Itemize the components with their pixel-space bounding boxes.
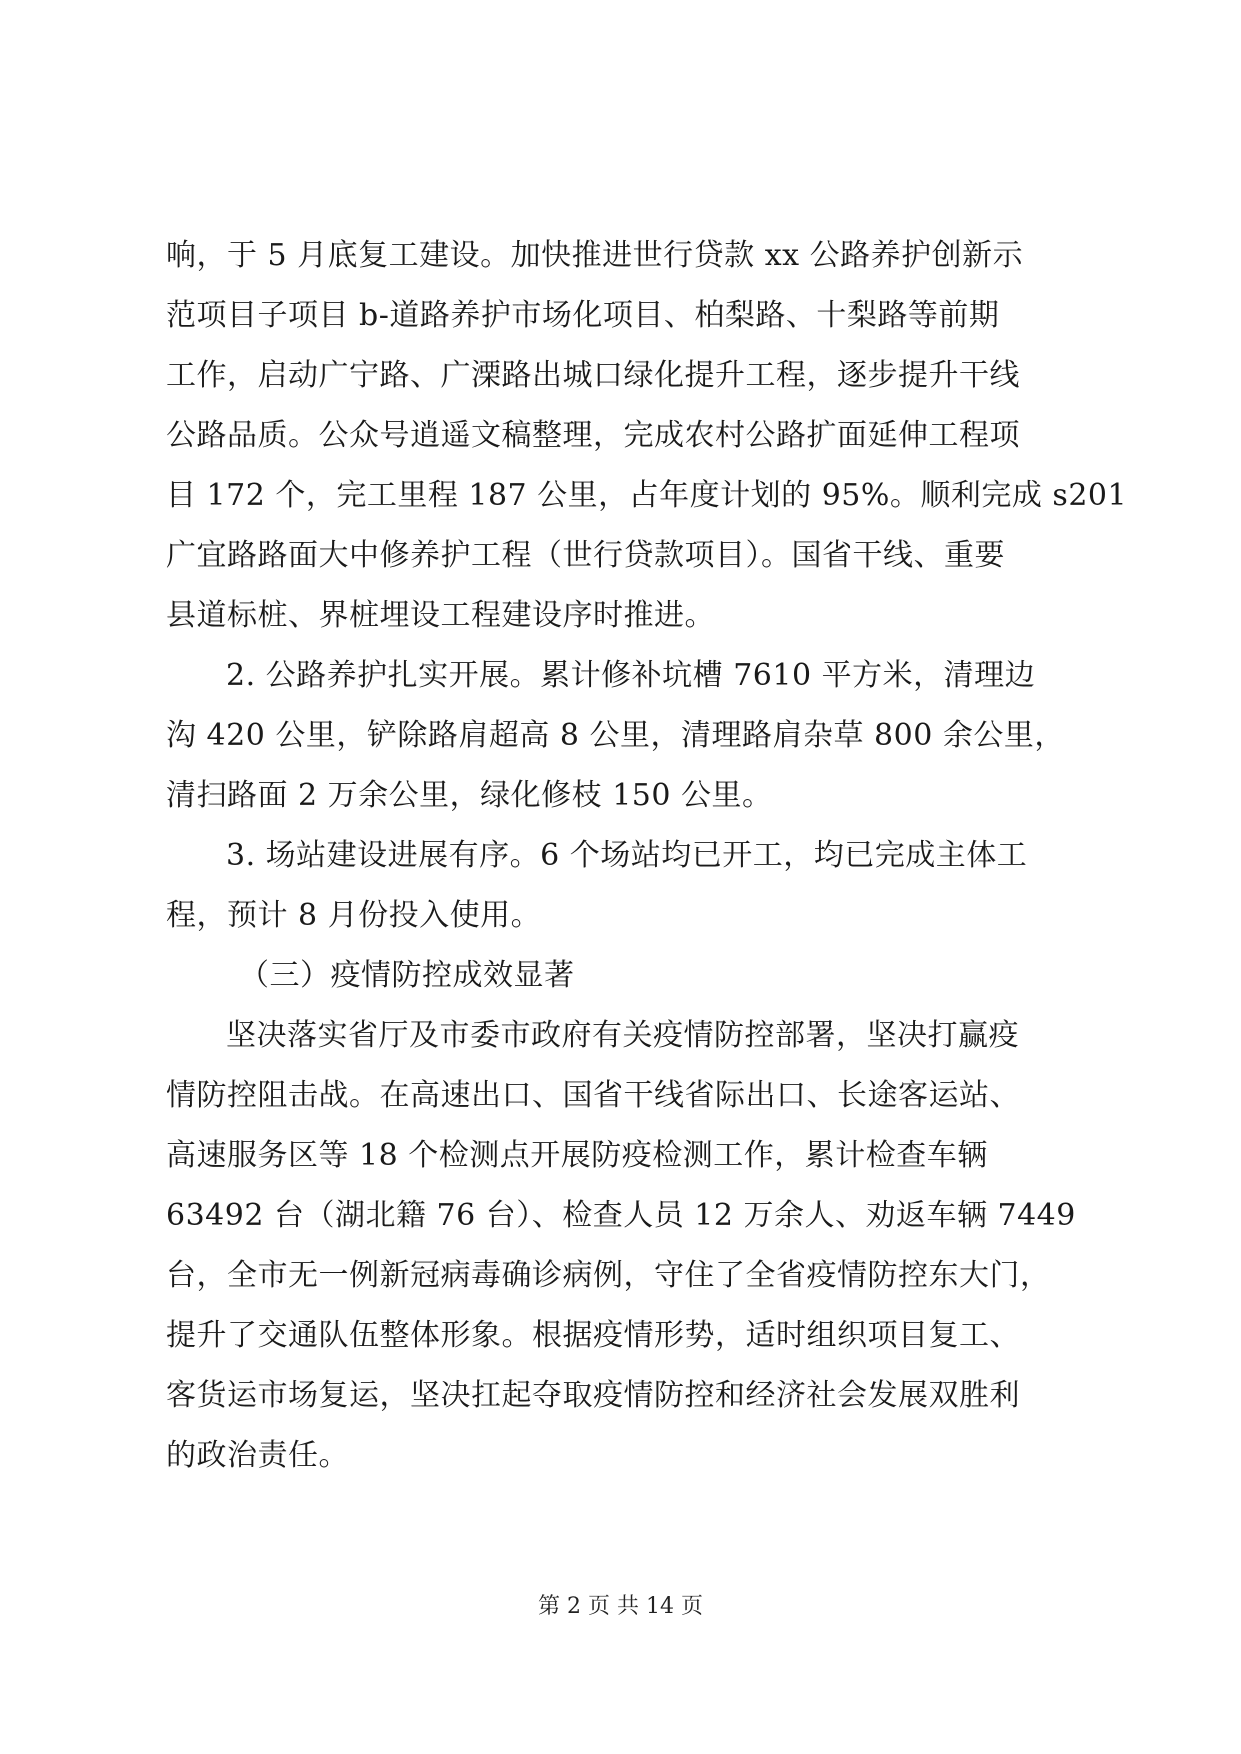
paragraph-line: 63492 台（湖北籍 76 台）、检查人员 12 万余人、劝返车辆 7449 xyxy=(166,1198,1076,1233)
page-number-footer: 第 2 页 共 14 页 xyxy=(538,1594,703,1619)
paragraph-line: 响，于 5 月底复工建设。加快推进世行贷款 xx 公路养护创新示 xyxy=(166,238,1024,273)
paragraph-line: 目 172 个，完工里程 187 公里，占年度计划的 95%。顺利完成 s201 xyxy=(166,478,1128,513)
paragraph-line: 坚决落实省厅及市委市政府有关疫情防控部署，坚决打赢疫 xyxy=(226,1018,1019,1053)
paragraph-line: 高速服务区等 18 个检测点开展防疫检测工作，累计检查车辆 xyxy=(166,1138,988,1173)
paragraph-line: 程，预计 8 月份投入使用。 xyxy=(166,898,542,933)
paragraph-line: 情防控阻击战。在高速出口、国省干线省际出口、长途客运站、 xyxy=(166,1078,1020,1113)
paragraph-line: 沟 420 公里，铲除路肩超高 8 公里，清理路肩杂草 800 余公里， xyxy=(166,718,1065,753)
paragraph-line: 清扫路面 2 万余公里，绿化修枝 150 公里。 xyxy=(166,778,773,813)
paragraph-line: 2. 公路养护扎实开展。累计修补坑槽 7610 平方米，清理边 xyxy=(226,658,1036,693)
paragraph-line: 公路品质。公众号逍遥文稿整理，完成农村公路扩面延伸工程项 xyxy=(166,418,1020,453)
paragraph-line: 3. 场站建设进展有序。6 个场站均已开工，均已完成主体工 xyxy=(226,838,1028,873)
paragraph-line: 提升了交通队伍整体形象。根据疫情形势，适时组织项目复工、 xyxy=(166,1318,1020,1353)
paragraph-line: 广宜路路面大中修养护工程（世行贷款项目）。国省干线、重要 xyxy=(166,538,1005,573)
paragraph-line: 客货运市场复运，坚决扛起夺取疫情防控和经济社会发展双胜利 xyxy=(166,1378,1020,1413)
paragraph-line: 工作，启动广宁路、广溧路出城口绿化提升工程，逐步提升干线 xyxy=(166,358,1020,393)
document-body xyxy=(166,226,1128,1486)
paragraph-line: 范项目子项目 b-道路养护市场化项目、柏梨路、十梨路等前期 xyxy=(166,298,1000,333)
paragraph-line: 的政治责任。 xyxy=(166,1438,349,1473)
section-heading: （三）疫情防控成效显著 xyxy=(239,958,575,993)
paragraph-line: 台，全市无一例新冠病毒确诊病例，守住了全省疫情防控东大门， xyxy=(166,1258,1051,1293)
paragraph-line: 县道标桩、界桩埋设工程建设序时推进。 xyxy=(166,598,715,633)
